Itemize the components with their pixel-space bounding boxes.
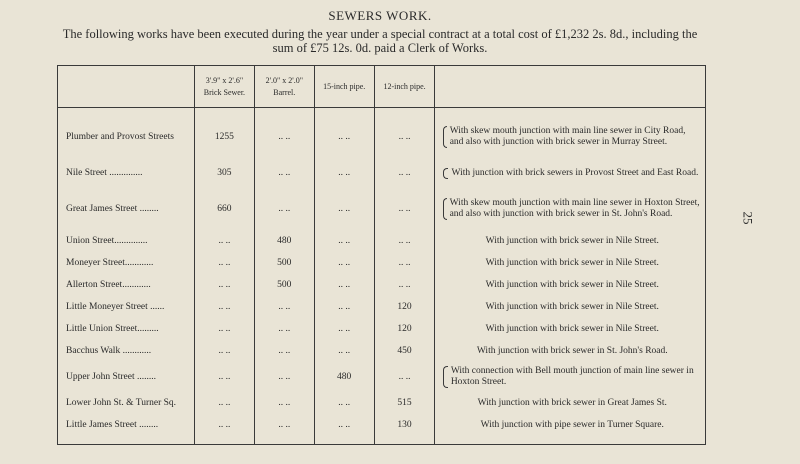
remarks-text: With junction with brick sewers in Provost Street and East Road. [451, 167, 699, 178]
remarks-text: With skew mouth junction with main line sewer in City Road, and also with junction with brick sewer in Murray Street. [449, 126, 686, 147]
barrel-cell: 500 [254, 252, 314, 274]
pipe-12-cell: .. .. [374, 188, 435, 230]
pipe-15-cell: .. .. [314, 340, 374, 362]
header-barrel-dim: 2'.0" x 2'.0" [265, 75, 303, 85]
header-street [58, 66, 195, 108]
pipe-15-cell: .. .. [314, 392, 374, 414]
street-cell: Nile Street .............. [58, 158, 195, 188]
table-row [58, 414, 706, 436]
header-brick-sewer [194, 66, 254, 108]
pipe-12-cell: 130 [374, 414, 435, 436]
remarks-cell [435, 252, 706, 274]
street-cell: Great James Street ........ [58, 188, 195, 230]
remarks-cell [435, 392, 706, 414]
brick-sewer-cell: .. .. [194, 392, 254, 414]
brick-sewer-cell: 1255 [194, 116, 254, 158]
street-cell: Lower John St. & Turner Sq. [58, 392, 195, 414]
brick-sewer-cell: 660 [194, 188, 254, 230]
barrel-cell: .. .. [254, 116, 314, 158]
brick-sewer-cell: .. .. [194, 274, 254, 296]
remarks-cell [435, 318, 706, 340]
remarks-cell [435, 116, 706, 158]
table-row [58, 116, 706, 158]
table-row [58, 296, 706, 318]
remarks-cell [435, 362, 706, 392]
barrel-cell: 500 [254, 274, 314, 296]
table-row [58, 274, 706, 296]
remarks-text: With junction with brick sewer in Nile Street. [485, 257, 659, 268]
pipe-15-cell: 480 [314, 362, 374, 392]
page-title: SEWERS WORK. [328, 8, 432, 23]
remarks-text: With junction with brick sewer in Nile Street. [485, 279, 659, 290]
table-row [58, 158, 706, 188]
brick-sewer-cell: 305 [194, 158, 254, 188]
pipe-12-cell: .. .. [374, 158, 435, 188]
brick-sewer-cell: .. .. [194, 230, 254, 252]
street-cell: Bacchus Walk ............ [58, 340, 195, 362]
spacer-row [58, 436, 706, 445]
brick-sewer-cell: .. .. [194, 318, 254, 340]
table-row [58, 392, 706, 414]
table-row [58, 318, 706, 340]
barrel-cell: .. .. [254, 414, 314, 436]
brace-mark [443, 126, 446, 148]
street-cell: Allerton Street............ [58, 274, 195, 296]
remarks-cell [435, 158, 706, 188]
header-brick-sewer-dim: 3'.9" x 2'.6" [205, 75, 244, 85]
street-cell: Upper John Street ........ [58, 362, 195, 392]
brick-sewer-cell: .. .. [194, 340, 254, 362]
street-cell: Union Street.............. [58, 230, 195, 252]
remarks-cell [435, 296, 706, 318]
pipe-12-cell: .. .. [374, 230, 435, 252]
barrel-cell: .. .. [254, 158, 314, 188]
pipe-15-cell: .. .. [314, 414, 374, 436]
brace-mark [443, 198, 446, 220]
remarks-cell [435, 188, 706, 230]
remarks-text: With connection with Bell mouth junction of main line sewer in Hoxton Street. [450, 366, 694, 387]
remarks-text: With junction with brick sewer in Great James St. [477, 397, 667, 408]
remarks-cell [435, 340, 706, 362]
header-remarks [435, 66, 706, 108]
remarks-text: With junction with pipe sewer in Turner Square. [480, 419, 664, 430]
spacer-row [58, 108, 706, 117]
barrel-cell: .. .. [254, 340, 314, 362]
pipe-15-cell: .. .. [314, 252, 374, 274]
brick-sewer-cell: .. .. [194, 252, 254, 274]
remarks-text: With junction with brick sewer in Nile Street. [485, 301, 659, 312]
table-row [58, 188, 706, 230]
remarks-cell [435, 230, 706, 252]
brick-sewer-cell: .. .. [194, 296, 254, 318]
brick-sewer-cell: .. .. [194, 362, 254, 392]
remarks-text: With junction with brick sewer in Nile Street. [485, 323, 659, 334]
pipe-15-cell: .. .. [314, 230, 374, 252]
pipe-12-cell: 120 [374, 318, 435, 340]
page-number: 25 [740, 211, 756, 225]
brick-sewer-cell: .. .. [194, 414, 254, 436]
pipe-15-cell: .. .. [314, 188, 374, 230]
street-cell: Little James Street ........ [58, 414, 195, 436]
remarks-cell [435, 414, 706, 436]
intro-paragraph: The following works have been executed during the year under a special contract at a total cost of £1,232 2s. 8d., including the sum of £75 12s. 0d. paid a Clerk of Works. [62, 27, 698, 55]
street-cell: Moneyer Street............ [58, 252, 195, 274]
pipe-15-cell: .. .. [314, 158, 374, 188]
pipe-12-cell: .. .. [374, 116, 435, 158]
header-barrel-label: Barrel. [273, 87, 296, 97]
barrel-cell: .. .. [254, 296, 314, 318]
pipe-15-cell: .. .. [314, 318, 374, 340]
pipe-15-cell: .. .. [314, 274, 374, 296]
pipe-12-cell: 450 [374, 340, 435, 362]
remarks-text: With junction with brick sewer in St. John's Road. [476, 345, 668, 356]
pipe-15-cell: .. .. [314, 116, 374, 158]
table-row [58, 252, 706, 274]
barrel-cell: .. .. [254, 188, 314, 230]
header-15-inch-pipe: 15-inch pipe. [314, 66, 374, 108]
street-cell: Plumber and Provost Streets [58, 116, 195, 158]
table-row [58, 362, 706, 392]
remarks-cell [435, 274, 706, 296]
table-row [58, 340, 706, 362]
barrel-cell: .. .. [254, 362, 314, 392]
table-header-row [58, 66, 706, 108]
street-cell: Little Union Street......... [58, 318, 195, 340]
pipe-15-cell: .. .. [314, 296, 374, 318]
barrel-cell: .. .. [254, 318, 314, 340]
pipe-12-cell: 120 [374, 296, 435, 318]
brace-mark [443, 366, 447, 388]
sewers-work-table [57, 65, 706, 445]
header-brick-sewer-label: Brick Sewer. [203, 87, 246, 97]
pipe-12-cell: .. .. [374, 274, 435, 296]
remarks-text: With junction with brick sewer in Nile Street. [485, 235, 659, 246]
barrel-cell: .. .. [254, 392, 314, 414]
street-cell: Little Moneyer Street ...... [58, 296, 195, 318]
header-12-inch-pipe: 12-inch pipe. [374, 66, 435, 108]
barrel-cell: 480 [254, 230, 314, 252]
remarks-text: With skew mouth junction with main line sewer in Hoxton Street, and also with junction with brick sewer in St. John's Road. [449, 198, 700, 219]
header-barrel [254, 66, 314, 108]
pipe-12-cell: 515 [374, 392, 435, 414]
brace-mark [443, 168, 448, 179]
pipe-12-cell: .. .. [374, 362, 435, 392]
table-row [58, 230, 706, 252]
pipe-12-cell: .. .. [374, 252, 435, 274]
